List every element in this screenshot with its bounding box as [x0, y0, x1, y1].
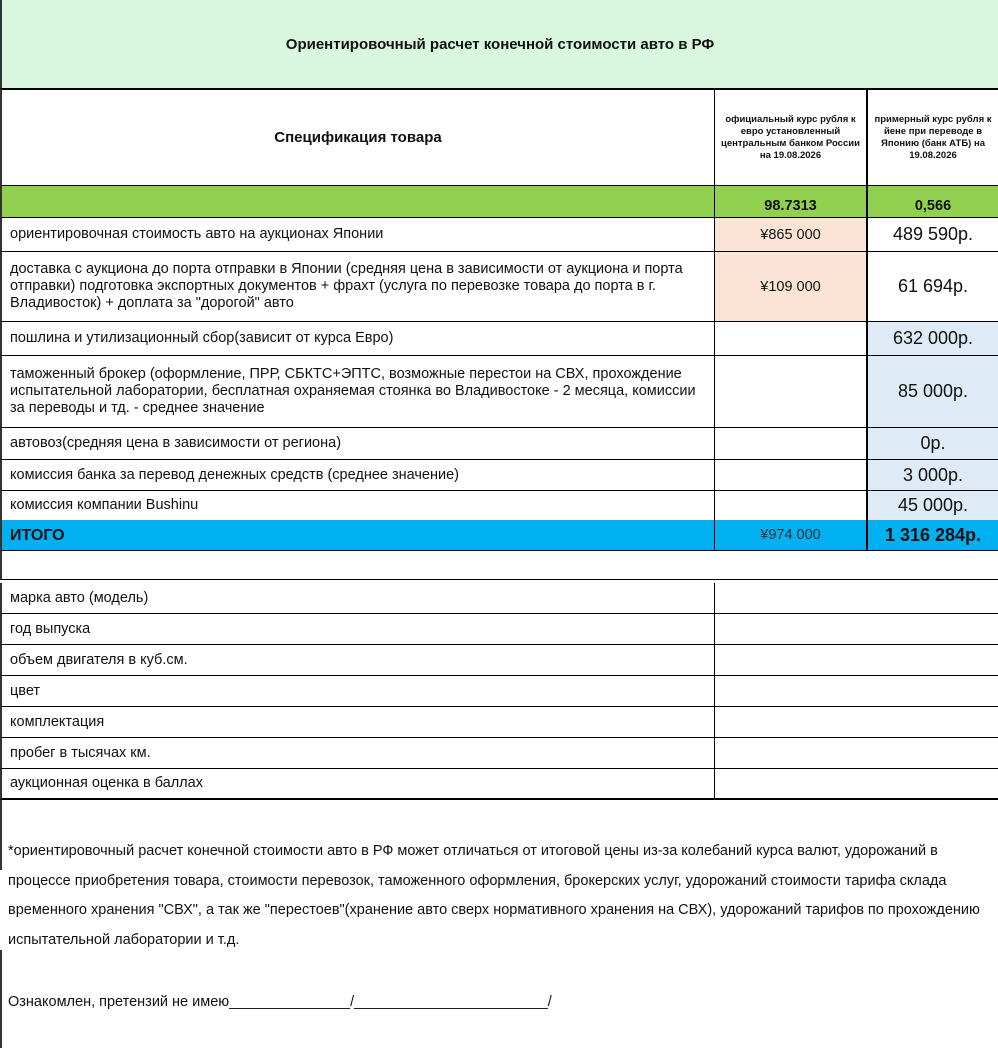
euro-rate-value: 98.7313	[714, 186, 866, 218]
footnote: *ориентировочный расчет конечной стоимости авто в РФ может отличаться от итоговой цены из-за колебаний курса валют, удорожаний в процессе приобретения товара, стоимости перевозок, таможенного оформления, брокерских услуг, удорожаний стоимости тарифа склада временного хранения "СВХ", а так же "перестоев"(хранение авто сверх нормативного хранения на СВХ), удорожаний тарифов по прохождению испытательной лаборатории и т.д.	[8, 843, 980, 948]
cost-row-yen: ¥865 000	[714, 218, 866, 252]
cost-row-label: автовоз(средняя цена в зависимости от региона)	[0, 428, 714, 460]
cost-row-yen: ¥109 000	[714, 252, 866, 322]
header-euro-rate: официальный курс рубля к евро установленный центральным банком России на 19.08.2026	[714, 88, 866, 186]
cost-row-rub: 85 000р.	[866, 356, 998, 428]
total-yen: ¥974 000	[714, 520, 866, 550]
spec-row-value[interactable]	[714, 645, 998, 676]
cost-row-label: доставка с аукциона до порта отправки в Японии (средняя цена в зависимости от аукциона и порта отправки) подготовка экспортных документов + фрахт (услуга по перевозке товара до порта в г. Владивосток) + доплата за "дорогой" авто	[0, 252, 714, 322]
cost-row-yen	[714, 322, 866, 356]
total-label: ИТОГО	[0, 520, 714, 550]
cost-row-yen	[714, 356, 866, 428]
cost-row-label: таможенный брокер (оформление, ПРР, СБКТС+ЭПТС, возможные перестои на СВХ, прохождение испытательной лаборатории, бесплатная охраняемая стоянка во Владивостоке - 2 месяца, комиссии за переводы и тд. - среднее значение	[0, 356, 714, 428]
spec-row-value[interactable]	[714, 707, 998, 738]
spec-row-value[interactable]	[714, 769, 998, 800]
cost-row-yen	[714, 428, 866, 460]
rate-row-spacer	[0, 186, 714, 218]
cost-row-rub: 61 694р.	[866, 252, 998, 322]
cost-row-yen	[714, 491, 866, 520]
signature-line: Ознакомлен, претензий не имею_______________/________________________/	[8, 994, 552, 1010]
cost-row-rub: 0р.	[866, 428, 998, 460]
spec-row-label: объем двигателя в куб.см.	[0, 645, 714, 676]
total-rub: 1 316 284р.	[866, 520, 998, 550]
yen-rate-value: 0,566	[866, 186, 998, 218]
left-border	[0, 950, 2, 1048]
spec-row-label: цвет	[0, 676, 714, 707]
cost-row-yen	[714, 460, 866, 491]
cost-row-label: ориентировочная стоимость авто на аукционах Японии	[0, 218, 714, 252]
spec-row-value[interactable]	[714, 583, 998, 614]
spec-row-value[interactable]	[714, 676, 998, 707]
cost-row-rub: 632 000р.	[866, 322, 998, 356]
cost-row-rub: 45 000р.	[866, 491, 998, 520]
header-yen-rate: примерный курс рубля к йене при переводе в Японию (банк АТБ) на 19.08.2026	[866, 88, 998, 186]
spec-row-label: комплектация	[0, 707, 714, 738]
spec-row-label: пробег в тысячах км.	[0, 738, 714, 769]
spec-row-label: аукционная оценка в баллах	[0, 769, 714, 800]
page-title: Ориентировочный расчет конечной стоимости авто в РФ	[0, 0, 998, 88]
blank-row	[0, 550, 998, 580]
cost-row-rub: 3 000р.	[866, 460, 998, 491]
cost-row-label: пошлина и утилизационный сбор(зависит от курса Евро)	[0, 322, 714, 356]
cost-row-label: комиссия компании Bushinu	[0, 491, 714, 520]
left-border	[0, 800, 2, 870]
spec-row-label: марка авто (модель)	[0, 583, 714, 614]
cost-row-label: комиссия банка за перевод денежных средств (среднее значение)	[0, 460, 714, 491]
cost-row-rub: 489 590р.	[866, 218, 998, 252]
header-spec: Спецификация товара	[0, 88, 714, 186]
spec-row-label: год выпуска	[0, 614, 714, 645]
spec-row-value[interactable]	[714, 738, 998, 769]
spec-row-value[interactable]	[714, 614, 998, 645]
